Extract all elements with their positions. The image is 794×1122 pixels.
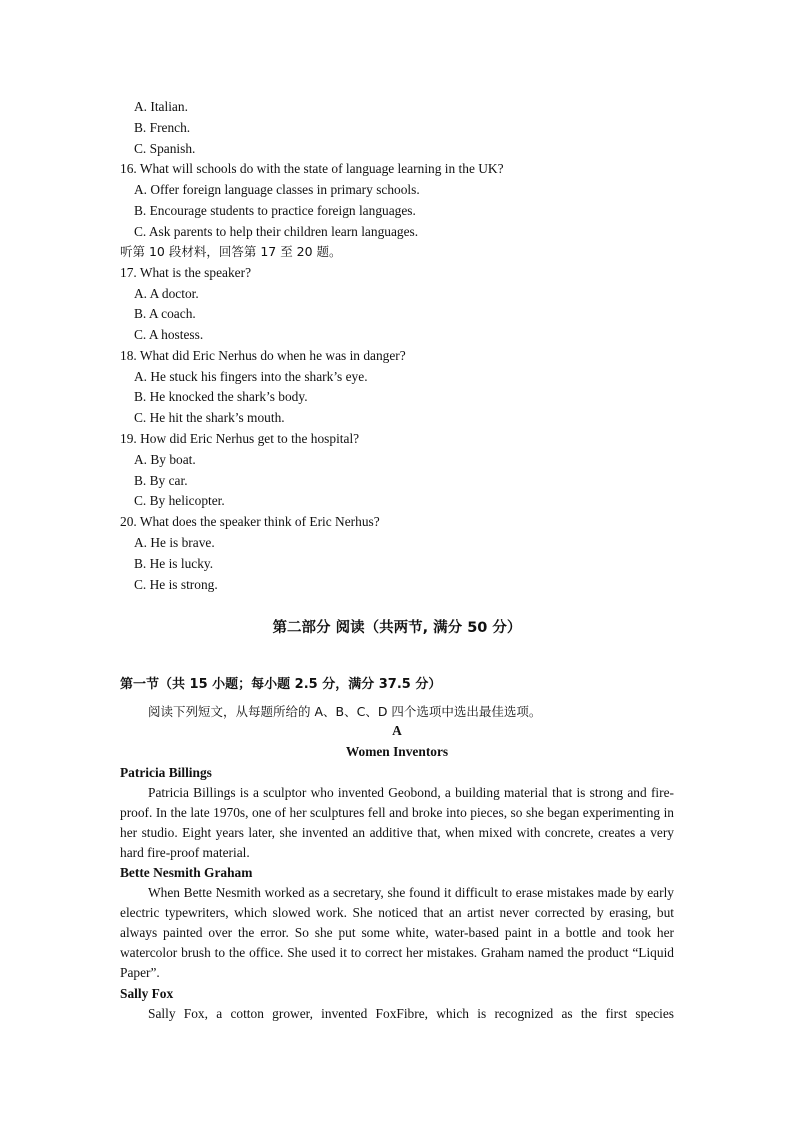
paragraph-sally-fox <box>120 1004 674 1024</box>
q18-question: 18. What did Eric Nerhus do when he was in danger? <box>120 348 406 363</box>
q15-option-c: C. Spanish. <box>134 141 196 156</box>
reading-instruction: 阅读下列短文，从每题所给的 A、B、C、D 四个选项中选出最佳选项。 <box>148 704 542 719</box>
paragraph-patricia-billings <box>120 783 674 863</box>
q15-option-b: B. French. <box>134 120 191 135</box>
q16-option-a: A. Offer foreign language classes in primary schools. <box>134 182 420 197</box>
q19-option-c: C. By helicopter. <box>134 493 225 508</box>
q20-option-c: C. He is strong. <box>134 577 218 592</box>
q18-option-a: A. He stuck his fingers into the shark’s eye. <box>134 369 368 384</box>
paragraph-text: Patricia Billings is a sculptor who invented Geobond, a building material that is strong and fire-proof. In the late 1970s, one of her sculptures fell and broke into pieces, so she began experimenting in her studio. Eight years later, she invented an additive that, when mixed with concrete, creates a very hard fire-proof material. <box>120 785 674 861</box>
q17-option-b: B. A coach. <box>134 306 196 321</box>
q18-option-c: C. He hit the shark’s mouth. <box>134 410 285 425</box>
passage-letter: A <box>392 723 402 738</box>
q20-question: 20. What does the speaker think of Eric Nerhus? <box>120 514 380 529</box>
section-one-heading: 第一节（共 15 小题；每小题 2.5 分，满分 37.5 分） <box>120 677 442 692</box>
q16-option-c: C. Ask parents to help their children learn languages. <box>134 224 419 239</box>
q19-question: 19. How did Eric Nerhus get to the hospital? <box>120 431 360 446</box>
paragraph-text: When Bette Nesmith worked as a secretary, she found it difficult to erase mistakes made by early electric typewriters, which slowed work. She noticed that an artist never corrected by erasing, but always painted over the error. So she put some white, water-based paint in a bottle and took her watercolor brush to the office. She used it to correct her mistakes. Graham named the product “Liquid Paper”. <box>120 885 674 981</box>
q18-option-b: B. He knocked the shark’s body. <box>134 389 308 404</box>
paragraph-text: Sally Fox, a cotton grower, invented FoxFibre, which is recognized as the first species <box>148 1006 674 1021</box>
q15-option-a: A. Italian. <box>134 99 188 114</box>
q19-option-b: B. By car. <box>134 473 188 488</box>
q20-option-b: B. He is lucky. <box>134 556 214 571</box>
q19-option-a: A. By boat. <box>134 452 196 467</box>
section-name-sally-fox: Sally Fox <box>120 986 174 1001</box>
q17-option-a: A. A doctor. <box>134 286 199 301</box>
q16-option-b: B. Encourage students to practice foreign languages. <box>134 203 416 218</box>
section-name-bette-nesmith-graham: Bette Nesmith Graham <box>120 865 253 880</box>
q17-option-c: C. A hostess. <box>134 327 204 342</box>
section-name-patricia-billings: Patricia Billings <box>120 765 212 780</box>
passage-title: Women Inventors <box>345 744 449 759</box>
paragraph-bette-nesmith-graham <box>120 883 674 983</box>
q17-question: 17. What is the speaker? <box>120 265 252 280</box>
part-two-heading: 第二部分 阅读（共两节, 满分 50 分） <box>272 620 522 636</box>
listening-instruction-10: 听第 10 段材料，回答第 17 至 20 题。 <box>120 244 342 259</box>
q20-option-a: A. He is brave. <box>134 535 215 550</box>
q16-question: 16. What will schools do with the state of language learning in the UK? <box>120 161 504 176</box>
